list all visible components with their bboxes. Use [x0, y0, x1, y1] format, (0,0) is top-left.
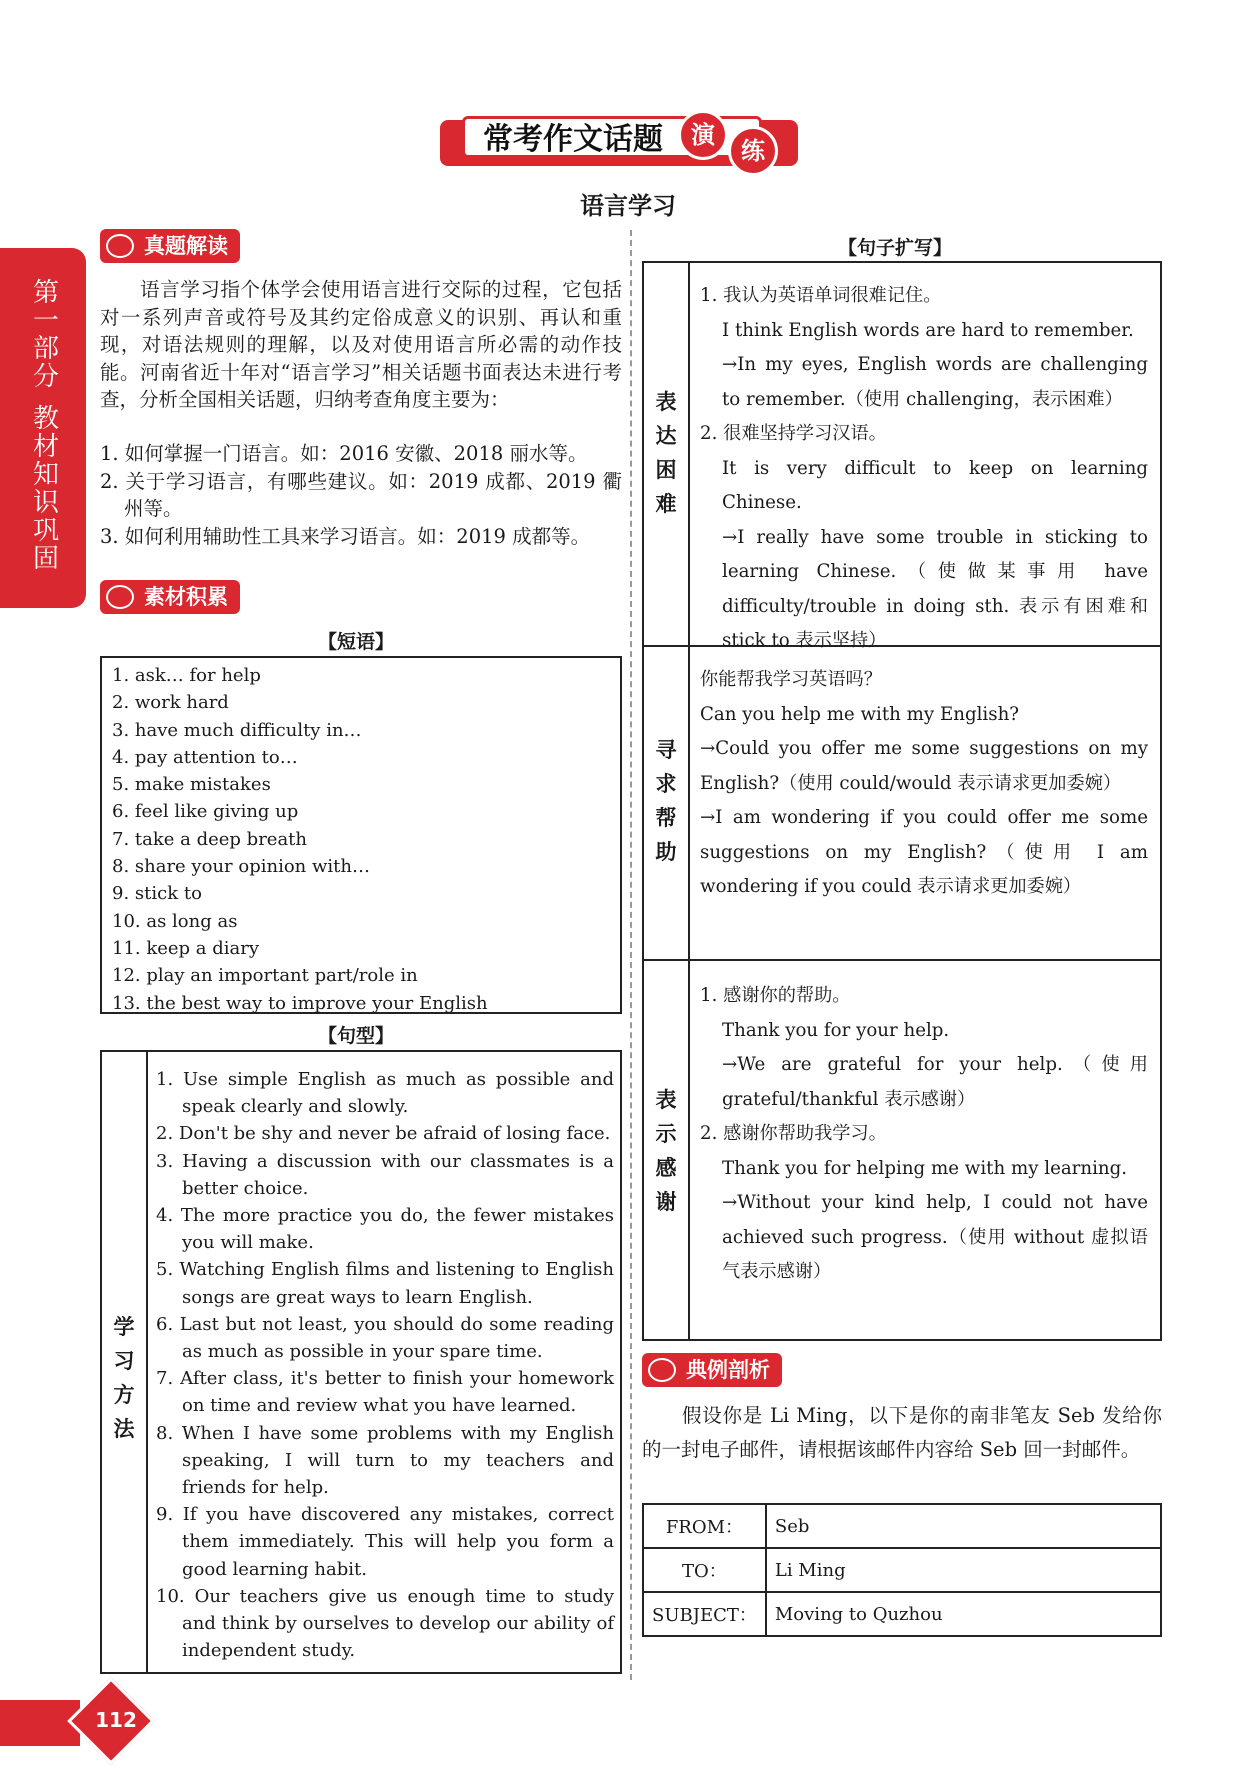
reading-intro: 语言学习指个体学会使用语言进行交际的过程，它包括对一系列声音或符号及其约定俗成意义的识别、再认和重现，对语法规则的理解，以及对使用语言所必需的动作技能。河南省近十年对“语言学习”相关话题书面表达未进行考查，分析全国相关话题，归纳考查角度主要为：	[100, 278, 622, 411]
column-divider	[630, 230, 632, 1680]
expansion-line: 2. 感谢你帮助我学习。	[700, 1123, 887, 1144]
expansion-label-difficulty	[654, 385, 678, 521]
patterns-box-divider	[146, 1052, 148, 1672]
expansion-row-line	[644, 959, 1160, 961]
page-number: 112	[95, 1708, 137, 1732]
phrase-item: 5. make mistakes	[112, 774, 271, 796]
pattern-item: 4. The more practice you do, the fewer mistakes you will make.	[156, 1205, 614, 1254]
example-prompt: 假设你是 Li Ming，以下是你的南非笔友 Seb 发给你的一封电子邮件，请根据该邮件内容给 Seb 回一封邮件。	[642, 1404, 1162, 1461]
pattern-item: 1. Use simple English as much as possible and speak clearly and slowly.	[156, 1069, 614, 1118]
section-tag-reading	[100, 229, 240, 263]
expansion-label-text: 表达困难	[655, 390, 677, 516]
expansion-group-help	[700, 663, 1148, 905]
email-key: FROM：	[643, 1504, 766, 1548]
email-value: Seb	[766, 1504, 1161, 1548]
phrases-box	[100, 656, 622, 1014]
pattern-item: 3. Having a discussion with our classmates is a better choice.	[156, 1150, 614, 1199]
expansion-line: It is very difficult to keep on learning Chinese.	[722, 457, 1148, 513]
phrase-item: 13. the best way to improve your English	[112, 992, 488, 1014]
patterns-list	[156, 1066, 614, 1664]
reading-points	[100, 440, 622, 550]
expansion-line: 2. 很难坚持学习汉语。	[700, 423, 887, 444]
phrase-item: 4. pay attention to…	[112, 746, 298, 768]
page-title: 语言学习	[580, 192, 676, 220]
pattern-item: 6. Last but not least, you should do some reading as much as possible in your spare time.	[156, 1313, 614, 1363]
expansion-line: 你能帮我学习英语吗？	[700, 669, 882, 690]
side-tab-section: 教材知识巩固	[28, 404, 59, 572]
pattern-item: 8. When I have some problems with my English speaking, I will turn to my teachers and friends for help.	[156, 1422, 614, 1499]
expansion-line: →I am wondering if you could offer me some suggestions on my English?（使用 I am wondering if you could 表示请求更加委婉）	[700, 807, 1148, 897]
reading-point: 3. 如何利用辅助性工具来学习语言。如：2019 成都等。	[100, 524, 591, 548]
expansion-heading: 【句子扩写】	[838, 237, 953, 259]
expansion-divider	[688, 263, 690, 1339]
header-banner	[440, 112, 800, 172]
side-chapter-tab	[0, 248, 86, 608]
email-row	[643, 1504, 1161, 1548]
email-key: SUBJECT：	[643, 1592, 766, 1636]
expansion-line: →I really have some trouble in sticking to learning Chinese.（使做某事用 have difficulty/trouble in doing sth. 表示有困难和 stick to 表示坚持）	[722, 526, 1148, 651]
patterns-label-text: 学习方法	[113, 1315, 135, 1441]
phrase-item: 1. ask… for help	[112, 665, 261, 686]
banner-badge-lian: 练	[728, 126, 778, 176]
section-tag-label: 真题解读	[144, 234, 228, 258]
pattern-item: 9. If you have discovered any mistakes, correct them immediately. This will help you form a good learning habit.	[156, 1504, 614, 1580]
pattern-item: 10. Our teachers give us enough time to study and think by ourselves to develop our ability of independent study.	[156, 1585, 614, 1662]
pattern-item: 2. Don't be shy and never be afraid of losing face.	[156, 1123, 611, 1145]
side-tab-part: 第一部分	[28, 278, 59, 390]
email-value: Moving to Quzhou	[766, 1592, 1161, 1636]
patterns-label	[112, 1310, 136, 1446]
expansion-label-text: 寻求帮助	[655, 738, 677, 864]
banner-title: 常考作文话题	[462, 116, 762, 158]
reading-point: 2. 关于学习语言，有哪些建议。如：2019 成都、2019 衢州等。	[100, 469, 622, 520]
phrase-item: 9. stick to	[112, 883, 202, 905]
section-tag-material	[100, 580, 240, 614]
reading-point: 1. 如何掌握一门语言。如：2016 安徽、2018 丽水等。	[100, 442, 588, 465]
phrases-heading: 【短语】	[318, 631, 395, 653]
phrase-item: 12. play an important part/role in	[112, 965, 418, 987]
page-number-bar	[0, 1700, 80, 1746]
patterns-heading: 【句型】	[318, 1025, 395, 1047]
tag-icon	[648, 1358, 676, 1382]
expansion-line: I think English words are hard to remember.	[722, 319, 1134, 341]
expansion-line: 1. 感谢你的帮助。	[700, 985, 851, 1006]
expansion-group-thanks	[700, 979, 1148, 1290]
phrase-item: 2. work hard	[112, 692, 229, 714]
email-row	[643, 1548, 1161, 1592]
patterns-box	[100, 1050, 622, 1674]
expansion-line: →We are grateful for your help.（使用 grateful/thankful 表示感谢）	[722, 1054, 1148, 1110]
email-row	[643, 1592, 1161, 1636]
tag-icon	[106, 234, 134, 258]
phrase-item: 8. share your opinion with…	[112, 856, 370, 878]
expansion-line: Can you help me with my English?	[700, 703, 1020, 725]
expansion-label-text: 表示感谢	[655, 1088, 677, 1214]
section-tag-label: 素材积累	[144, 585, 228, 609]
phrase-item: 11. keep a diary	[112, 937, 260, 959]
pattern-item: 7. After class, it's better to finish your homework on time and review what you have learned.	[156, 1368, 614, 1417]
expansion-line: 1. 我认为英语单词很难记住。	[700, 285, 942, 306]
expansion-line: Thank you for your help.	[722, 1019, 950, 1041]
phrase-item: 10. as long as	[112, 910, 238, 932]
expansion-line: →Could you offer me some suggestions on my English?（使用 could/would 表示请求更加委婉）	[700, 738, 1148, 794]
phrase-item: 3. have much difficulty in…	[112, 719, 362, 741]
phrase-item: 6. feel like giving up	[112, 801, 299, 823]
email-value: Li Ming	[766, 1548, 1161, 1592]
section-tag-example	[642, 1353, 782, 1387]
expansion-line: →Without your kind help, I could not have achieved such progress.（使用 without 虚拟语气表示感谢）	[722, 1192, 1148, 1282]
banner-badge-yan: 演	[678, 110, 728, 160]
expansion-label-thanks	[654, 1083, 678, 1219]
email-key: TO：	[643, 1548, 766, 1592]
expansion-label-help	[654, 733, 678, 869]
section-tag-label: 典例剖析	[686, 1358, 770, 1382]
expansion-line: →In my eyes, English words are challenging to remember.（使用 challenging，表示困难）	[722, 354, 1148, 410]
pattern-item: 5. Watching English films and listening to English songs are great ways to learn English.	[156, 1259, 614, 1308]
email-header-table	[642, 1503, 1162, 1637]
tag-icon	[106, 585, 134, 609]
expansion-group-difficulty	[700, 279, 1148, 659]
expansion-table	[642, 261, 1162, 1341]
expansion-line: Thank you for helping me with my learning.	[722, 1157, 1128, 1179]
phrase-item: 7. take a deep breath	[112, 828, 308, 850]
